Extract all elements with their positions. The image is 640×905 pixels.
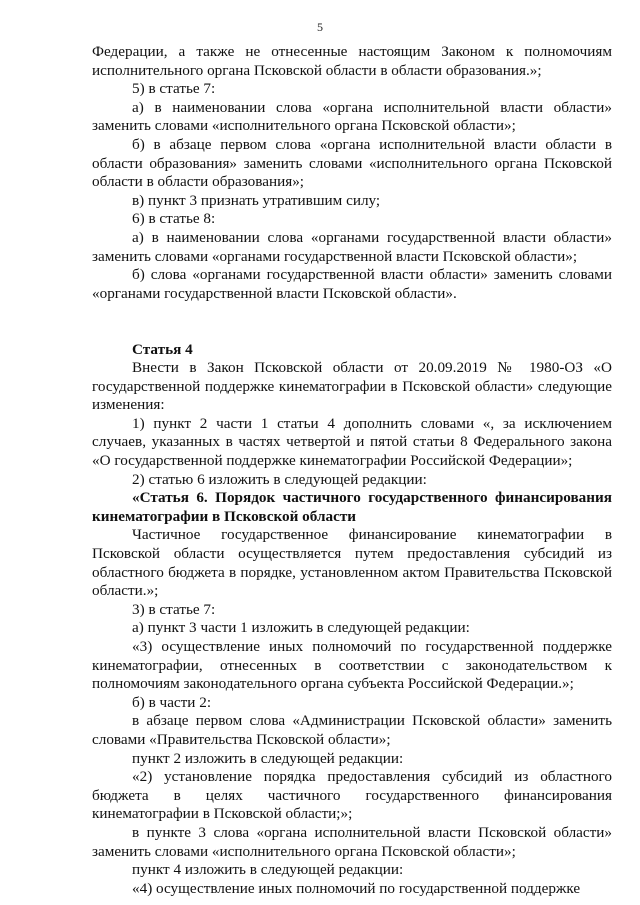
article-heading: Статья 4 [132, 340, 193, 358]
paragraph: б) слова «органами государственной власти области» заменить словами «органами государственной власти Псковской области». [92, 266, 612, 302]
paragraph: Внести в Закон Псковской области от 20.09.2019 № 1980-ОЗ «О государственной поддержке кинематографии в Псковской области» следующие изменения: [92, 359, 612, 414]
paragraph: а) в наименовании слова «органа исполнительной власти области» заменить словами «исполнительного органа Псковской области»; [92, 98, 612, 135]
paragraph: в пункте 3 слова «органа исполнительной власти Псковской области» заменить словами «исполнительного органа Псковской области»; [92, 823, 612, 860]
paragraph: 5) в статье 7: [132, 80, 216, 98]
paragraph: б) в абзаце первом слова «органа исполнительной власти области в области образования» заменить словами «исполнительного органа Псковской области в области образования»; [92, 135, 612, 191]
paragraph: 2) статью 6 изложить в следующей редакции: [132, 470, 427, 488]
paragraph: пункт 4 изложить в следующей редакции: [132, 861, 404, 879]
paragraph: а) в наименовании слова «органами государственной власти области» заменить словами «органами государственной власти Псковской области»; [92, 228, 612, 265]
paragraph: 1) пункт 2 части 1 статьи 4 дополнить словами «, за исключением случаев, указанных в частях четвертой и пятой статьи 8 Федерального закона «О государственной поддержке кинематографии Российской Федерации»; [92, 414, 612, 470]
amendments-section [92, 43, 612, 303]
page-number: 5 [317, 20, 323, 34]
paragraph: «2) установление порядка предоставления субсидий из областного бюджета в целях частичного государственного финансирования кинематографии в Псковской области;»; [92, 768, 612, 823]
paragraph: 3) в статье 7: [132, 600, 216, 618]
document-body [92, 43, 612, 898]
paragraph: б) в части 2: [132, 693, 212, 711]
paragraph: «4) осуществление иных полномочий по государственной поддержке [132, 879, 581, 897]
paragraph: Федерации, а также не отнесенные настоящим Законом к полномочиям исполнительного органа Псковской области в области образования.»; [92, 43, 612, 79]
paragraph: в) пункт 3 признать утратившим силу; [132, 191, 381, 209]
paragraph: «3) осуществление иных полномочий по государственной поддержке кинематографии, отнесенных в соответствии с законодательством к полномочиям законодательного органа субъекта Российской Федерации.»; [92, 638, 612, 693]
paragraph: «Статья 6. Порядок частичного государственного финансирования кинематографии в Псковской области [92, 489, 612, 525]
paragraph: Частичное государственное финансирование кинематографии в Псковской области осуществляется путем предоставления субсидий из областного бюджета в порядке, установленном актом Правительства Псковской области.»; [92, 526, 612, 600]
paragraph: 6) в статье 8: [132, 210, 216, 228]
paragraph: в абзаце первом слова «Администрации Псковской области» заменить словами «Правительства Псковской области»; [92, 712, 612, 748]
paragraph: пункт 2 изложить в следующей редакции: [132, 749, 404, 767]
paragraph: а) пункт 3 части 1 изложить в следующей редакции: [132, 619, 470, 637]
section-spacer [92, 303, 612, 322]
article-body [92, 359, 612, 898]
section-spacer [92, 322, 612, 341]
